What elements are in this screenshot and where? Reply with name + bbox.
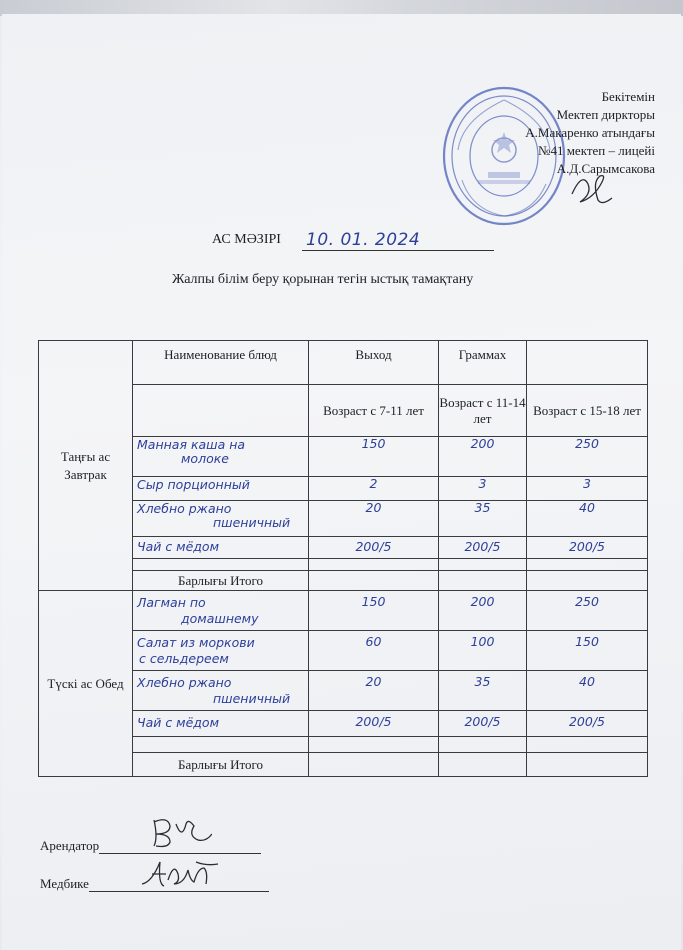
dish-name-line1: Хлебно ржано bbox=[137, 675, 232, 690]
dish-name-line2: молоке bbox=[181, 451, 229, 466]
header-age-1: Возраст с 7-11 лет bbox=[309, 385, 439, 437]
breakfast-label bbox=[39, 341, 133, 591]
header-dish: Наименование блюд bbox=[133, 341, 309, 385]
portion-age-1 bbox=[309, 437, 439, 477]
portion-age-2 bbox=[439, 537, 527, 559]
portion-age-3 bbox=[527, 711, 648, 737]
portion-age-3 bbox=[527, 501, 648, 537]
lunch-label-text: Түскі ас Обед bbox=[47, 675, 124, 691]
portion-age-1 bbox=[309, 711, 439, 737]
approval-line: №41 мектеп – лицейі bbox=[538, 143, 655, 158]
dish-name-line1: Лагман по bbox=[137, 595, 206, 610]
header-age-3: Возраст с 15-18 лет bbox=[527, 385, 648, 437]
portion-value: 200/5 bbox=[355, 539, 392, 554]
portion-age-2 bbox=[439, 477, 527, 501]
empty-cell bbox=[439, 737, 527, 753]
portion-value: 40 bbox=[579, 500, 595, 515]
menu-subtitle: Жалпы білім беру қорынан тегін ыстық тамақтану bbox=[172, 272, 474, 287]
empty-cell bbox=[527, 753, 648, 777]
menu-title-label: АС МӘЗІРІ bbox=[212, 232, 281, 247]
dish-name-line2: пшеничный bbox=[213, 515, 291, 530]
dish-name-line1: Чай с мёдом bbox=[137, 539, 220, 554]
dish-name-line2: с сельдереем bbox=[139, 651, 229, 666]
empty-cell bbox=[133, 737, 309, 753]
portion-value: 250 bbox=[575, 594, 599, 609]
portion-value: 20 bbox=[365, 500, 382, 515]
portion-value: 20 bbox=[365, 674, 382, 689]
empty-cell bbox=[527, 559, 648, 571]
portion-value: 150 bbox=[361, 594, 386, 609]
header-age-2: Возраст с 11-14 лет bbox=[439, 385, 527, 437]
empty-cell bbox=[309, 737, 439, 753]
portion-age-3 bbox=[527, 631, 648, 671]
portion-value: 3 bbox=[583, 476, 591, 491]
empty-cell bbox=[133, 559, 309, 571]
portion-value: 60 bbox=[365, 634, 382, 649]
empty-cell bbox=[309, 571, 439, 591]
empty-cell bbox=[439, 753, 527, 777]
portion-value: 200 bbox=[470, 436, 495, 451]
dish-name-line2: домашнему bbox=[181, 611, 259, 626]
empty-cell bbox=[439, 559, 527, 571]
dish-name-line1: Салат из моркови bbox=[137, 635, 255, 650]
portion-age-3 bbox=[527, 477, 648, 501]
portion-value: 3 bbox=[478, 476, 487, 491]
dish-name bbox=[133, 437, 309, 477]
portion-value: 150 bbox=[575, 634, 599, 649]
tenant-label: Арендатор bbox=[40, 838, 100, 853]
tenant-signature bbox=[142, 810, 212, 852]
portion-age-2 bbox=[439, 501, 527, 537]
dish-name bbox=[133, 501, 309, 537]
portion-value: 35 bbox=[474, 500, 491, 515]
nurse-signature bbox=[136, 854, 226, 894]
document-page bbox=[2, 14, 681, 950]
header-output: Выход bbox=[309, 341, 439, 385]
nurse-label: Медбике bbox=[40, 876, 89, 891]
portion-value: 200/5 bbox=[464, 714, 501, 729]
dish-name-line1: Хлебно ржано bbox=[137, 501, 232, 516]
dish-name-line1: Сыр порционный bbox=[137, 477, 250, 492]
approval-line: А.Д.Сарымсакова bbox=[556, 161, 655, 176]
header-empty bbox=[527, 341, 648, 385]
portion-age-2 bbox=[439, 437, 527, 477]
empty-cell bbox=[439, 571, 527, 591]
empty-cell bbox=[309, 753, 439, 777]
menu-title bbox=[212, 232, 281, 248]
portion-age-3 bbox=[527, 591, 648, 631]
dish-name bbox=[133, 591, 309, 631]
menu-date: 10. 01. 2024 bbox=[306, 230, 421, 250]
menu-table bbox=[38, 340, 648, 777]
portion-value: 200/5 bbox=[464, 539, 501, 554]
approval-line: Мектеп диркторы bbox=[556, 107, 655, 122]
breakfast-total-label: Барлығы Итого bbox=[133, 571, 309, 591]
portion-age-2 bbox=[439, 631, 527, 671]
empty-cell bbox=[527, 571, 648, 591]
portion-age-1 bbox=[309, 591, 439, 631]
dish-name bbox=[133, 671, 309, 711]
portion-age-2 bbox=[439, 711, 527, 737]
portion-age-1 bbox=[309, 501, 439, 537]
portion-value: 200 bbox=[470, 594, 495, 609]
director-signature bbox=[562, 164, 622, 210]
breakfast-label-text: Таңғы ас Завтрак bbox=[60, 448, 111, 482]
portion-age-1 bbox=[309, 477, 439, 501]
portion-age-3 bbox=[527, 437, 648, 477]
portion-value: 200/5 bbox=[355, 714, 392, 729]
lunch-label bbox=[39, 591, 133, 777]
portion-value: 100 bbox=[470, 634, 495, 649]
portion-age-2 bbox=[439, 671, 527, 711]
portion-value: 200/5 bbox=[568, 539, 606, 554]
portion-age-3 bbox=[527, 537, 648, 559]
header-grams: Граммах bbox=[439, 341, 527, 385]
portion-age-2 bbox=[439, 591, 527, 631]
empty-cell bbox=[309, 559, 439, 571]
portion-age-3 bbox=[527, 671, 648, 711]
dish-name bbox=[133, 631, 309, 671]
portion-age-1 bbox=[309, 631, 439, 671]
empty-cell bbox=[527, 737, 648, 753]
date-underline bbox=[302, 250, 494, 251]
portion-value: 250 bbox=[575, 436, 599, 451]
portion-value: 200/5 bbox=[568, 714, 606, 729]
portion-value: 2 bbox=[369, 476, 378, 491]
header-empty bbox=[133, 385, 309, 437]
dish-name-line2: пшеничный bbox=[213, 691, 291, 706]
dish-name-line1: Чай с мёдом bbox=[137, 715, 220, 730]
dish-name bbox=[133, 537, 309, 559]
dish-name bbox=[133, 477, 309, 501]
portion-age-1 bbox=[309, 671, 439, 711]
portion-age-1 bbox=[309, 537, 439, 559]
portion-value: 150 bbox=[361, 436, 386, 451]
dish-name-line1: Манная каша на bbox=[137, 437, 246, 452]
lunch-total-label: Барлығы Итого bbox=[133, 753, 309, 777]
dish-name bbox=[133, 711, 309, 737]
approval-line: А.Макаренко атындағы bbox=[525, 125, 655, 140]
approval-line: Бекітемін bbox=[601, 89, 655, 104]
portion-value: 35 bbox=[474, 674, 491, 689]
portion-value: 40 bbox=[579, 674, 595, 689]
